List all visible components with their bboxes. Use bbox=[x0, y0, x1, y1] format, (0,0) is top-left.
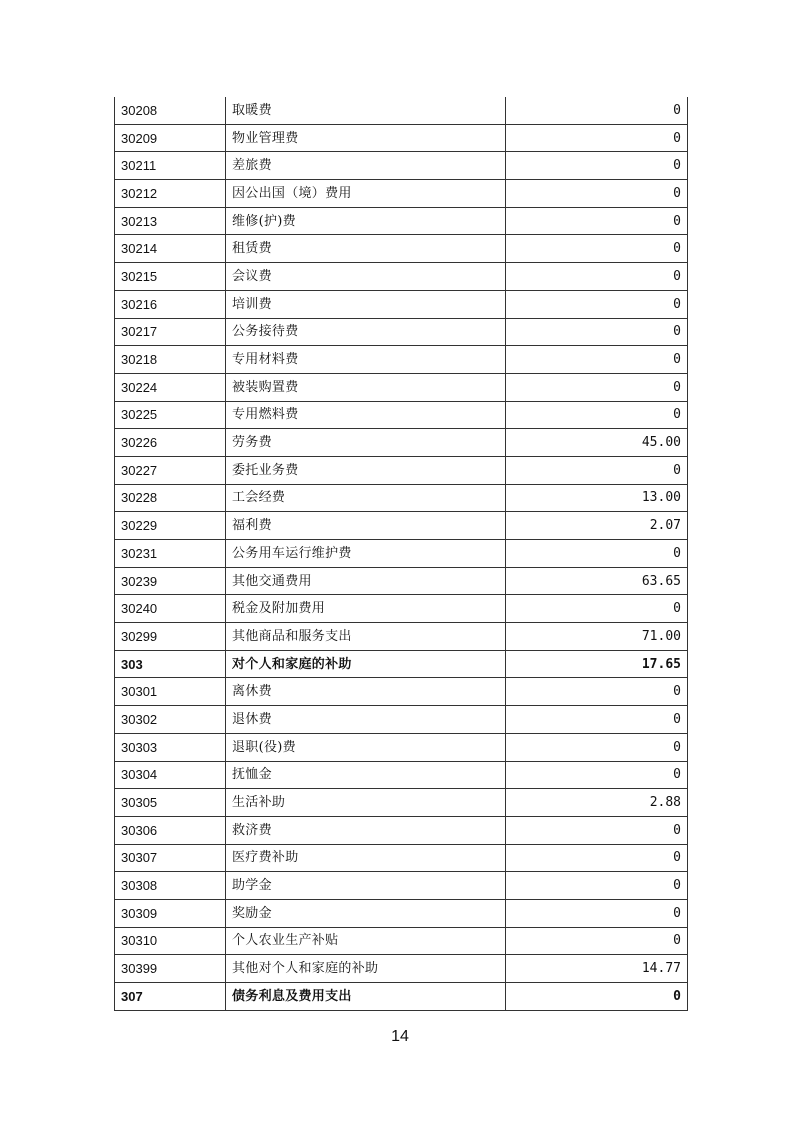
table-row bbox=[115, 623, 688, 651]
page-number: 14 bbox=[391, 1028, 409, 1045]
account-code-cell: 30224 bbox=[115, 373, 226, 401]
amount-cell: 0 bbox=[506, 235, 688, 263]
account-code-cell: 30240 bbox=[115, 595, 226, 623]
account-code-cell: 303 bbox=[115, 650, 226, 678]
amount-cell: 17.65 bbox=[506, 650, 688, 678]
account-name-cell: 税金及附加费用 bbox=[226, 595, 506, 623]
account-code-cell: 30228 bbox=[115, 484, 226, 512]
amount-cell: 13.00 bbox=[506, 484, 688, 512]
amount-cell: 14.77 bbox=[506, 955, 688, 983]
amount-cell: 0 bbox=[506, 761, 688, 789]
account-name-cell: 债务利息及费用支出 bbox=[226, 983, 506, 1011]
amount-cell: 0 bbox=[506, 733, 688, 761]
account-code-cell: 30305 bbox=[115, 789, 226, 817]
account-name-cell: 个人农业生产补贴 bbox=[226, 927, 506, 955]
amount-cell: 0 bbox=[506, 816, 688, 844]
table-row bbox=[115, 872, 688, 900]
table-row bbox=[115, 844, 688, 872]
table-row bbox=[115, 706, 688, 734]
table-row bbox=[115, 180, 688, 208]
account-name-cell: 生活补助 bbox=[226, 789, 506, 817]
table-row bbox=[115, 650, 688, 678]
table-row bbox=[115, 927, 688, 955]
amount-cell: 2.88 bbox=[506, 789, 688, 817]
account-code-cell: 30299 bbox=[115, 623, 226, 651]
account-name-cell: 劳务费 bbox=[226, 429, 506, 457]
amount-cell: 0 bbox=[506, 373, 688, 401]
account-code-cell: 30214 bbox=[115, 235, 226, 263]
account-code-cell: 30303 bbox=[115, 733, 226, 761]
account-name-cell: 公务接待费 bbox=[226, 318, 506, 346]
account-name-cell: 对个人和家庭的补助 bbox=[226, 650, 506, 678]
account-code-cell: 30306 bbox=[115, 816, 226, 844]
amount-cell: 63.65 bbox=[506, 567, 688, 595]
table-body bbox=[115, 97, 688, 1010]
account-code-cell: 30208 bbox=[115, 97, 226, 124]
table-row bbox=[115, 899, 688, 927]
account-code-cell: 30309 bbox=[115, 899, 226, 927]
table-row bbox=[115, 290, 688, 318]
account-name-cell: 医疗费补助 bbox=[226, 844, 506, 872]
account-name-cell: 离休费 bbox=[226, 678, 506, 706]
account-code-cell: 30211 bbox=[115, 152, 226, 180]
amount-cell: 0 bbox=[506, 346, 688, 374]
table-row bbox=[115, 955, 688, 983]
amount-cell: 45.00 bbox=[506, 429, 688, 457]
table-row bbox=[115, 512, 688, 540]
amount-cell: 0 bbox=[506, 872, 688, 900]
account-name-cell: 差旅费 bbox=[226, 152, 506, 180]
table-row bbox=[115, 207, 688, 235]
account-code-cell: 30217 bbox=[115, 318, 226, 346]
table-row bbox=[115, 346, 688, 374]
account-code-cell: 307 bbox=[115, 983, 226, 1011]
amount-cell: 0 bbox=[506, 263, 688, 291]
account-code-cell: 30229 bbox=[115, 512, 226, 540]
table-row bbox=[115, 733, 688, 761]
account-name-cell: 因公出国（境）费用 bbox=[226, 180, 506, 208]
amount-cell: 0 bbox=[506, 844, 688, 872]
account-code-cell: 30310 bbox=[115, 927, 226, 955]
account-name-cell: 福利费 bbox=[226, 512, 506, 540]
account-code-cell: 30308 bbox=[115, 872, 226, 900]
amount-cell: 71.00 bbox=[506, 623, 688, 651]
account-name-cell: 工会经费 bbox=[226, 484, 506, 512]
amount-cell: 0 bbox=[506, 899, 688, 927]
table-row bbox=[115, 235, 688, 263]
amount-cell: 2.07 bbox=[506, 512, 688, 540]
table-row bbox=[115, 983, 688, 1011]
table-row bbox=[115, 761, 688, 789]
account-name-cell: 培训费 bbox=[226, 290, 506, 318]
account-name-cell: 租赁费 bbox=[226, 235, 506, 263]
account-code-cell: 30239 bbox=[115, 567, 226, 595]
account-name-cell: 助学金 bbox=[226, 872, 506, 900]
amount-cell: 0 bbox=[506, 124, 688, 152]
account-code-cell: 30227 bbox=[115, 456, 226, 484]
account-name-cell: 其他交通费用 bbox=[226, 567, 506, 595]
account-name-cell: 被装购置费 bbox=[226, 373, 506, 401]
table-row bbox=[115, 401, 688, 429]
table-row bbox=[115, 97, 688, 124]
table-row bbox=[115, 789, 688, 817]
account-code-cell: 30213 bbox=[115, 207, 226, 235]
table-row bbox=[115, 318, 688, 346]
amount-cell: 0 bbox=[506, 152, 688, 180]
account-code-cell: 30209 bbox=[115, 124, 226, 152]
table-row bbox=[115, 678, 688, 706]
account-code-cell: 30399 bbox=[115, 955, 226, 983]
table-row bbox=[115, 124, 688, 152]
account-name-cell: 委托业务费 bbox=[226, 456, 506, 484]
amount-cell: 0 bbox=[506, 456, 688, 484]
account-code-cell: 30212 bbox=[115, 180, 226, 208]
account-code-cell: 30302 bbox=[115, 706, 226, 734]
account-name-cell: 其他商品和服务支出 bbox=[226, 623, 506, 651]
account-name-cell: 退休费 bbox=[226, 706, 506, 734]
account-name-cell: 维修(护)费 bbox=[226, 207, 506, 235]
table-row bbox=[115, 263, 688, 291]
account-code-cell: 30226 bbox=[115, 429, 226, 457]
amount-cell: 0 bbox=[506, 927, 688, 955]
account-code-cell: 30216 bbox=[115, 290, 226, 318]
amount-cell: 0 bbox=[506, 207, 688, 235]
account-name-cell: 物业管理费 bbox=[226, 124, 506, 152]
table-row bbox=[115, 429, 688, 457]
account-name-cell: 公务用车运行维护费 bbox=[226, 540, 506, 568]
amount-cell: 0 bbox=[506, 678, 688, 706]
amount-cell: 0 bbox=[506, 318, 688, 346]
amount-cell: 0 bbox=[506, 180, 688, 208]
account-code-cell: 30231 bbox=[115, 540, 226, 568]
amount-cell: 0 bbox=[506, 595, 688, 623]
account-name-cell: 专用材料费 bbox=[226, 346, 506, 374]
account-name-cell: 奖励金 bbox=[226, 899, 506, 927]
amount-cell: 0 bbox=[506, 540, 688, 568]
account-code-cell: 30304 bbox=[115, 761, 226, 789]
account-name-cell: 其他对个人和家庭的补助 bbox=[226, 955, 506, 983]
amount-cell: 0 bbox=[506, 983, 688, 1011]
table-row bbox=[115, 484, 688, 512]
table-row bbox=[115, 540, 688, 568]
account-name-cell: 会议费 bbox=[226, 263, 506, 291]
account-name-cell: 专用燃料费 bbox=[226, 401, 506, 429]
table-row bbox=[115, 567, 688, 595]
table-row bbox=[115, 152, 688, 180]
account-code-cell: 30215 bbox=[115, 263, 226, 291]
account-name-cell: 抚恤金 bbox=[226, 761, 506, 789]
account-name-cell: 退职(役)费 bbox=[226, 733, 506, 761]
amount-cell: 0 bbox=[506, 706, 688, 734]
amount-cell: 0 bbox=[506, 97, 688, 124]
table-row bbox=[115, 456, 688, 484]
table-row bbox=[115, 373, 688, 401]
amount-cell: 0 bbox=[506, 401, 688, 429]
account-code-cell: 30301 bbox=[115, 678, 226, 706]
account-code-cell: 30307 bbox=[115, 844, 226, 872]
account-name-cell: 救济费 bbox=[226, 816, 506, 844]
table-row bbox=[115, 816, 688, 844]
table-row bbox=[115, 595, 688, 623]
amount-cell: 0 bbox=[506, 290, 688, 318]
account-code-cell: 30218 bbox=[115, 346, 226, 374]
budget-expenditure-table bbox=[114, 97, 688, 1011]
account-code-cell: 30225 bbox=[115, 401, 226, 429]
account-name-cell: 取暖费 bbox=[226, 97, 506, 124]
